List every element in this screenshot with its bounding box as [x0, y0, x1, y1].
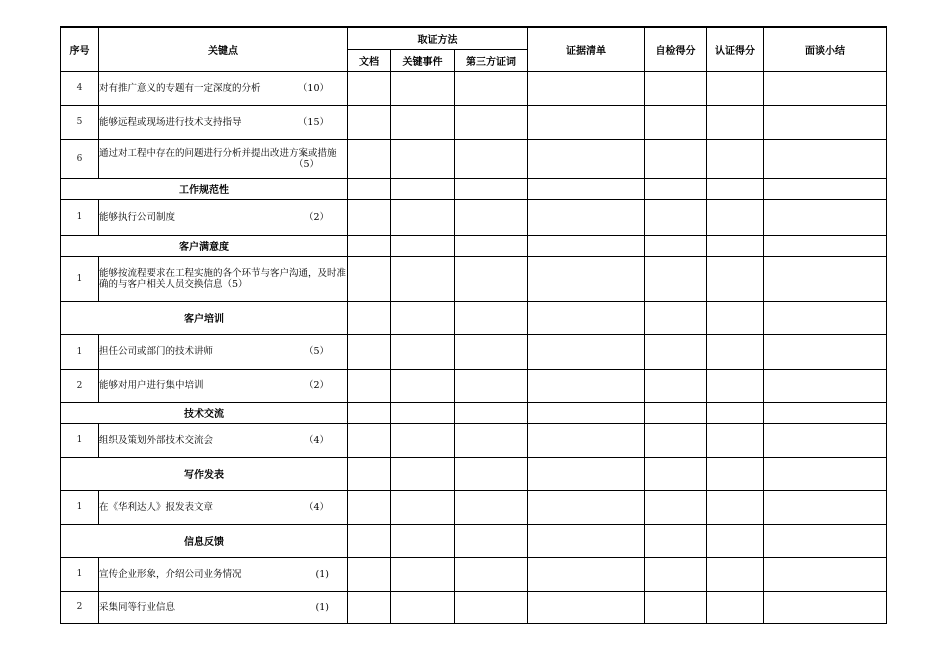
empty-cell[interactable] [707, 235, 764, 256]
empty-cell[interactable] [707, 139, 764, 178]
empty-cell[interactable] [707, 256, 764, 301]
row-number: 1 [61, 557, 99, 591]
empty-cell[interactable] [391, 256, 455, 301]
empty-cell[interactable] [391, 301, 455, 334]
table-row [61, 423, 887, 457]
key-point-text: 能够远程或现场进行技术支持指导 [99, 116, 242, 128]
empty-cell[interactable] [707, 178, 764, 199]
key-point-cell [99, 423, 348, 457]
empty-cell[interactable] [348, 105, 391, 139]
empty-cell[interactable] [645, 178, 707, 199]
header-third-party: 第三方证词 [455, 49, 528, 71]
header-seq: 序号 [61, 27, 99, 71]
row-number: 1 [61, 490, 99, 524]
empty-cell[interactable] [645, 199, 707, 235]
empty-cell[interactable] [528, 557, 645, 591]
key-point-text: 担任公司或部门的技术讲师 [99, 346, 214, 357]
empty-cell[interactable] [528, 301, 645, 334]
key-point-text: 能够对用户进行集中培训 [99, 380, 204, 391]
empty-cell[interactable] [348, 557, 391, 591]
empty-cell[interactable] [528, 178, 645, 199]
empty-cell[interactable] [455, 402, 528, 423]
key-point-text: 能够按流程要求在工程实施的各个环节与客户沟通，及时准确的与客户相关人员交换信息（5） [99, 267, 347, 290]
empty-cell[interactable] [707, 334, 764, 369]
empty-cell[interactable] [528, 591, 645, 623]
empty-cell[interactable] [391, 235, 455, 256]
empty-cell[interactable] [455, 235, 528, 256]
key-point-score: （2） [303, 211, 329, 223]
empty-cell[interactable] [645, 139, 707, 178]
empty-cell[interactable] [348, 334, 391, 369]
empty-cell[interactable] [707, 301, 764, 334]
table-row [61, 105, 887, 139]
empty-cell[interactable] [764, 557, 887, 591]
empty-cell[interactable] [707, 490, 764, 524]
empty-cell[interactable] [455, 105, 528, 139]
section-title: 信息反馈 [61, 524, 348, 557]
empty-cell[interactable] [455, 256, 528, 301]
empty-cell[interactable] [645, 71, 707, 105]
row-number: 2 [61, 369, 99, 402]
empty-cell[interactable] [391, 71, 455, 105]
empty-cell[interactable] [764, 178, 887, 199]
empty-cell[interactable] [707, 369, 764, 402]
empty-cell[interactable] [348, 301, 391, 334]
section-title: 工作规范性 [61, 178, 348, 199]
empty-cell[interactable] [645, 524, 707, 557]
empty-cell[interactable] [391, 105, 455, 139]
row-number: 1 [61, 334, 99, 369]
key-point-score: （5） [303, 346, 329, 357]
empty-cell[interactable] [391, 334, 455, 369]
empty-cell[interactable] [707, 457, 764, 490]
key-point-score: （2） [303, 380, 329, 391]
empty-cell[interactable] [348, 199, 391, 235]
table-body [61, 71, 887, 623]
empty-cell[interactable] [391, 490, 455, 524]
key-point-cell [99, 105, 348, 139]
key-point-score: （15） [297, 116, 329, 128]
empty-cell[interactable] [645, 423, 707, 457]
empty-cell[interactable] [455, 199, 528, 235]
empty-cell[interactable] [764, 591, 887, 623]
empty-cell[interactable] [645, 105, 707, 139]
empty-cell[interactable] [455, 591, 528, 623]
empty-cell[interactable] [707, 524, 764, 557]
empty-cell[interactable] [764, 105, 887, 139]
empty-cell[interactable] [391, 139, 455, 178]
empty-cell[interactable] [645, 235, 707, 256]
table-row [61, 139, 887, 178]
header-cert-score: 认证得分 [707, 27, 764, 71]
empty-cell[interactable] [645, 334, 707, 369]
empty-cell[interactable] [764, 524, 887, 557]
empty-cell[interactable] [455, 524, 528, 557]
empty-cell[interactable] [348, 235, 391, 256]
row-number: 2 [61, 591, 99, 623]
empty-cell[interactable] [391, 199, 455, 235]
key-point-cell [99, 334, 348, 369]
key-point-text: 对有推广意义的专题有一定深度的分析 [99, 82, 261, 94]
section-title: 客户培训 [61, 301, 348, 334]
evaluation-table [60, 26, 887, 624]
empty-cell[interactable] [528, 334, 645, 369]
key-point-text: 组织及策划外部技术交流会 [99, 434, 214, 446]
key-point-cell [99, 199, 348, 235]
empty-cell[interactable] [528, 490, 645, 524]
empty-cell[interactable] [348, 71, 391, 105]
key-point-text: 在《华利达人》报发表文章 [99, 501, 214, 513]
row-number: 6 [61, 139, 99, 178]
empty-cell[interactable] [391, 369, 455, 402]
key-point-text: 能够执行公司制度 [99, 211, 176, 223]
key-point-cell [99, 490, 348, 524]
empty-cell[interactable] [348, 256, 391, 301]
empty-cell[interactable] [764, 235, 887, 256]
empty-cell[interactable] [391, 178, 455, 199]
key-point-cell [99, 369, 348, 402]
empty-cell[interactable] [455, 139, 528, 178]
section-title: 写作发表 [61, 457, 348, 490]
row-number: 1 [61, 199, 99, 235]
table-row [61, 256, 887, 301]
empty-cell[interactable] [707, 71, 764, 105]
empty-cell[interactable] [764, 256, 887, 301]
empty-cell[interactable] [455, 178, 528, 199]
empty-cell[interactable] [348, 490, 391, 524]
empty-cell[interactable] [707, 557, 764, 591]
empty-cell[interactable] [455, 490, 528, 524]
empty-cell[interactable] [391, 524, 455, 557]
table-row [61, 490, 887, 524]
empty-cell[interactable] [707, 402, 764, 423]
key-point-score: （10） [297, 82, 329, 94]
key-point-text: 通过对工程中存在的问题进行分析并提出改进方案或措施 [99, 147, 337, 159]
empty-cell[interactable] [455, 457, 528, 490]
section-row [61, 301, 887, 334]
header-key-event: 关键事件 [391, 49, 455, 71]
table-row [61, 71, 887, 105]
empty-cell[interactable] [528, 71, 645, 105]
section-title: 技术交流 [61, 402, 348, 423]
empty-cell[interactable] [528, 105, 645, 139]
empty-cell[interactable] [528, 139, 645, 178]
empty-cell[interactable] [348, 178, 391, 199]
empty-cell[interactable] [348, 139, 391, 178]
empty-cell[interactable] [391, 402, 455, 423]
key-point-score: (1) [315, 568, 329, 580]
table-row [61, 334, 887, 369]
section-row [61, 457, 887, 490]
empty-cell[interactable] [455, 557, 528, 591]
empty-cell[interactable] [764, 139, 887, 178]
empty-cell[interactable] [645, 490, 707, 524]
empty-cell[interactable] [455, 334, 528, 369]
row-number: 5 [61, 105, 99, 139]
header-doc: 文档 [348, 49, 391, 71]
empty-cell[interactable] [528, 423, 645, 457]
empty-cell[interactable] [764, 423, 887, 457]
table-row [61, 591, 887, 623]
empty-cell[interactable] [528, 457, 645, 490]
empty-cell[interactable] [764, 402, 887, 423]
empty-cell[interactable] [348, 524, 391, 557]
row-number: 4 [61, 71, 99, 105]
empty-cell[interactable] [391, 557, 455, 591]
empty-cell[interactable] [764, 301, 887, 334]
header-key-point: 关键点 [99, 27, 348, 71]
empty-cell[interactable] [645, 591, 707, 623]
empty-cell[interactable] [528, 524, 645, 557]
empty-cell[interactable] [764, 457, 887, 490]
empty-cell[interactable] [645, 457, 707, 490]
key-point-text: 宣传企业形象，介绍公司业务情况 [99, 568, 242, 580]
empty-cell[interactable] [528, 256, 645, 301]
empty-cell[interactable] [391, 457, 455, 490]
empty-cell[interactable] [391, 423, 455, 457]
row-number: 1 [61, 256, 99, 301]
empty-cell[interactable] [764, 369, 887, 402]
key-point-score: （4） [303, 501, 329, 513]
empty-cell[interactable] [707, 423, 764, 457]
header-evidence-method: 取证方法 [348, 27, 528, 49]
section-row [61, 178, 887, 199]
table-row [61, 557, 887, 591]
empty-cell[interactable] [764, 199, 887, 235]
empty-cell[interactable] [645, 256, 707, 301]
empty-cell[interactable] [528, 199, 645, 235]
key-point-cell [99, 71, 348, 105]
empty-cell[interactable] [348, 402, 391, 423]
key-point-cell [99, 557, 348, 591]
key-point-cell [99, 139, 348, 178]
empty-cell[interactable] [764, 490, 887, 524]
empty-cell[interactable] [528, 369, 645, 402]
key-point-cell [99, 256, 348, 301]
empty-cell[interactable] [645, 557, 707, 591]
table-row [61, 369, 887, 402]
empty-cell[interactable] [348, 369, 391, 402]
empty-cell[interactable] [707, 105, 764, 139]
empty-cell[interactable] [707, 199, 764, 235]
empty-cell[interactable] [645, 402, 707, 423]
empty-cell[interactable] [764, 334, 887, 369]
empty-cell[interactable] [455, 423, 528, 457]
section-row [61, 235, 887, 256]
header-evidence-list: 证据清单 [528, 27, 645, 71]
section-row [61, 402, 887, 423]
empty-cell[interactable] [391, 591, 455, 623]
key-point-score: （4） [303, 434, 329, 446]
empty-cell[interactable] [455, 71, 528, 105]
empty-cell[interactable] [348, 591, 391, 623]
row-number: 1 [61, 423, 99, 457]
empty-cell[interactable] [645, 301, 707, 334]
empty-cell[interactable] [645, 369, 707, 402]
empty-cell[interactable] [348, 457, 391, 490]
key-point-cell [99, 591, 348, 623]
empty-cell[interactable] [348, 423, 391, 457]
header-interview: 面谈小结 [764, 27, 887, 71]
empty-cell[interactable] [455, 369, 528, 402]
empty-cell[interactable] [707, 591, 764, 623]
key-point-score: (1) [315, 601, 329, 613]
key-point-text: 采集同等行业信息 [99, 601, 176, 613]
table-row [61, 199, 887, 235]
section-title: 客户满意度 [61, 235, 348, 256]
empty-cell[interactable] [528, 402, 645, 423]
header-self-score: 自检得分 [645, 27, 707, 71]
empty-cell[interactable] [764, 71, 887, 105]
empty-cell[interactable] [455, 301, 528, 334]
key-point-score: （5） [293, 158, 319, 170]
section-row [61, 524, 887, 557]
empty-cell[interactable] [528, 235, 645, 256]
